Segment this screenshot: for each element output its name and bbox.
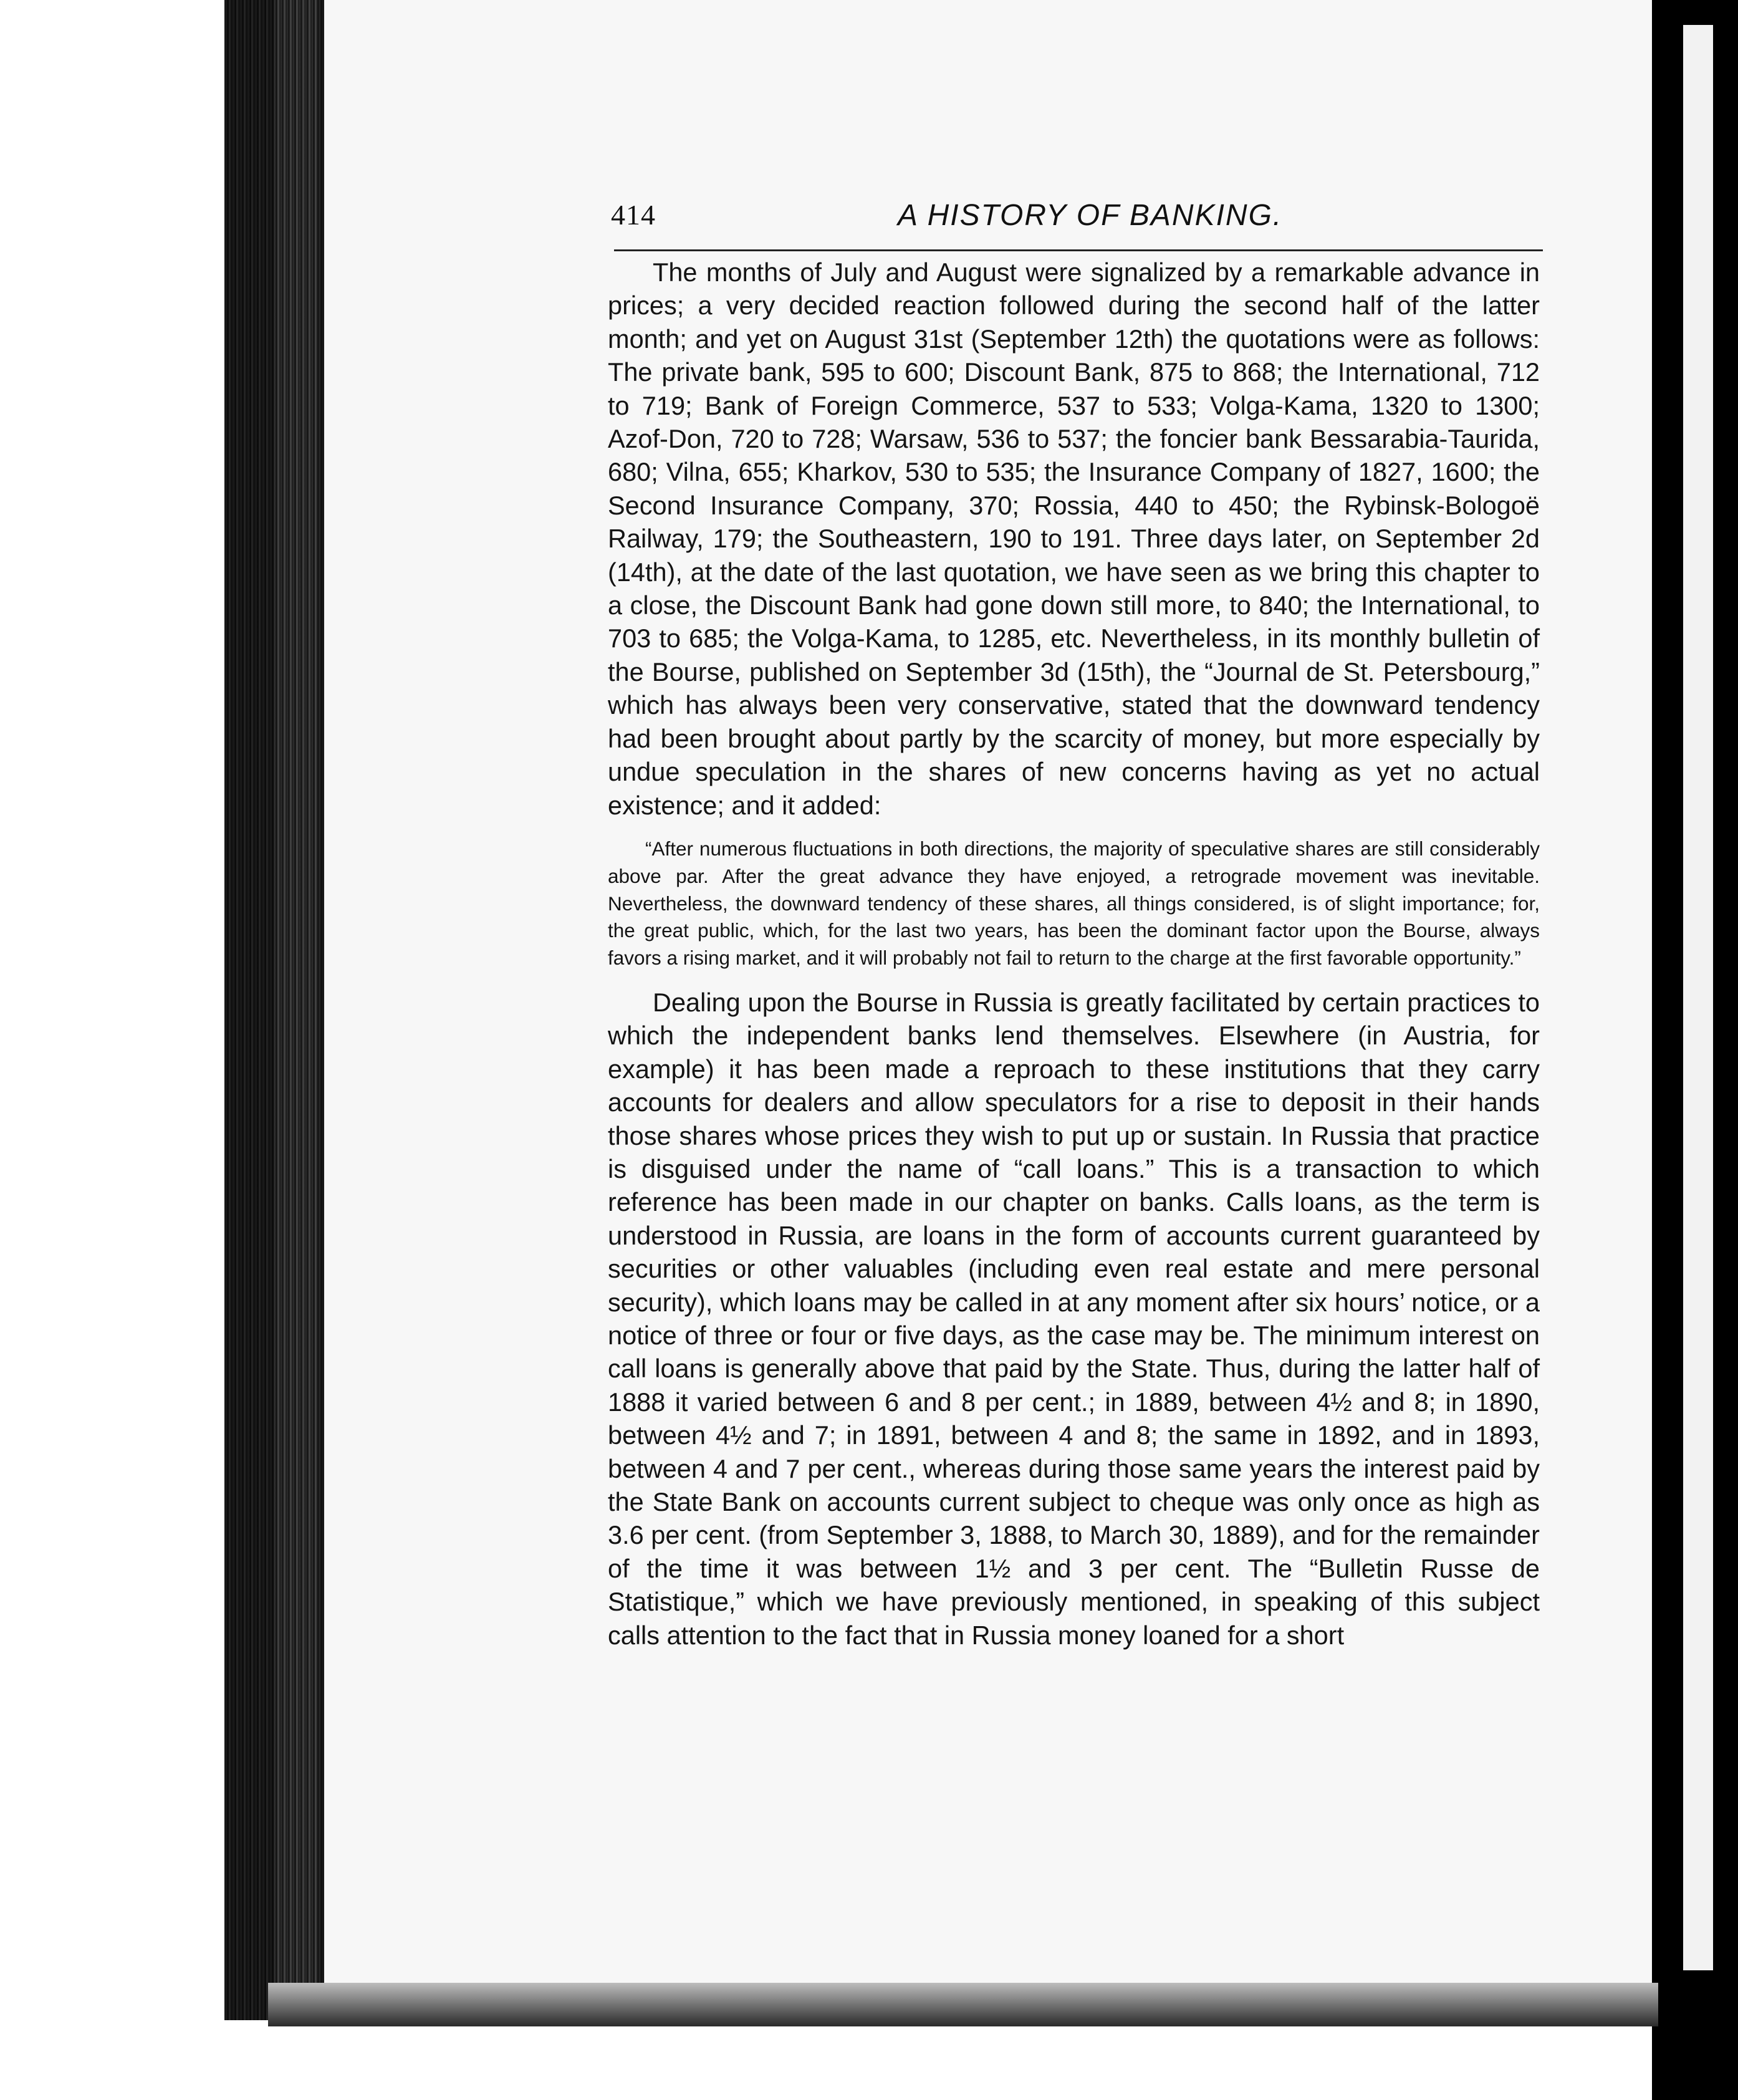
page-header: [611, 198, 1540, 242]
book-page-edges: [274, 0, 318, 1995]
block-quote: “After numerous fluctuations in both directions, the majority of speculative shares are still considerably above par. After the great advance they have enjoyed, a retrograde movement was inevitable. Nevertheless, the downward tendency of these shares, all things considered, is of slight importance; for, the great public, which, for the last two years, has been the dominant factor upon the Bourse, always favors a rising market, and it will probably not fail to return to the charge at the first favorable opportunity.”: [608, 837, 1540, 970]
paragraph: The months of July and August were signalized by a remarkable advance in prices; a very decided reaction followed during the second half of the latter month; and yet on August 31st (September 12th) the quotations were as follows: The private bank, 595 to 600; Discount Bank, 875 to 868; the International, 712 to 719; Bank of Foreign Commerce, 537 to 533; Volga-Kama, 1320 to 1300; Azof-Don, 720 to 728; Warsaw, 536 to 537; the foncier bank Bessarabia-Taurida, 680; Vilna, 655; Kharkov, 530 to 535; the Insurance Company of 1827, 1600; the Second Insurance Company, 370; Rossia, 440 to 450; the Rybinsk-Bologoë Railway, 179; the Southeastern, 190 to 191. Three days later, on September 2d (14th), at the date of the last quotation, we have seen as we bring this chapter to a close, the Discount Bank had gone down still more, to 840; the International, to 703 to 685; the Volga-Kama, to 1285, etc. Nevertheless, in its monthly bulletin of the Bourse, published on September 3d (15th), the “Journal de St. Petersbourg,” which has always been very conservative, stated that the downward tendency had been brought about partly by the scarcity of money, but more especially by undue speculation in the shares of new concerns having as yet no actual existence; and it added:: [608, 258, 1540, 820]
running-head: A HISTORY OF BANKING.: [898, 199, 1283, 232]
page-bottom-shadow: [268, 1983, 1658, 2026]
facing-page-strip: [1683, 25, 1713, 1970]
header-rule: [614, 249, 1543, 251]
paragraph: Dealing upon the Bourse in Russia is greatly facilitated by certain practices to which the independent banks lend themselves. Elsewhere (in Austria, for example) it has been made a reproach to these institutions that they carry accounts for dealers and allow speculators for a rise to deposit in their hands those shares whose prices they wish to put up or sustain. In Russia that practice is disguised under the name of “call loans.” This is a transaction to which reference has been made in our chapter on banks. Calls loans, as the term is understood in Russia, are loans in the form of accounts current guaranteed by securities or other valuables (including even real estate and mere personal security), which loans may be called in at any moment after six hours’ notice, or a notice of three or four or five days, as the case may be. The minimum interest on call loans is generally above that paid by the State. Thus, during the latter half of 1888 it varied between 6 and 8 per cent.; in 1889, between 4½ and 8; in 1890, between 4½ and 7; in 1891, between 4 and 8; the same in 1892, and in 1893, between 4 and 7 per cent., whereas during those same years the interest paid by the State Bank on accounts current subject to cheque was only once as high as 3.6 per cent. (from September 3, 1888, to March 30, 1889), and for the remainder of the time it was between 1½ and 3 per cent. The “Bulletin Russe de Statistique,” which we have previously mentioned, in speaking of this subject calls attention to the fact that in Russia money loaned for a short: [608, 987, 1540, 1650]
page-number: 414: [611, 199, 656, 231]
page-body: [608, 256, 1540, 1652]
